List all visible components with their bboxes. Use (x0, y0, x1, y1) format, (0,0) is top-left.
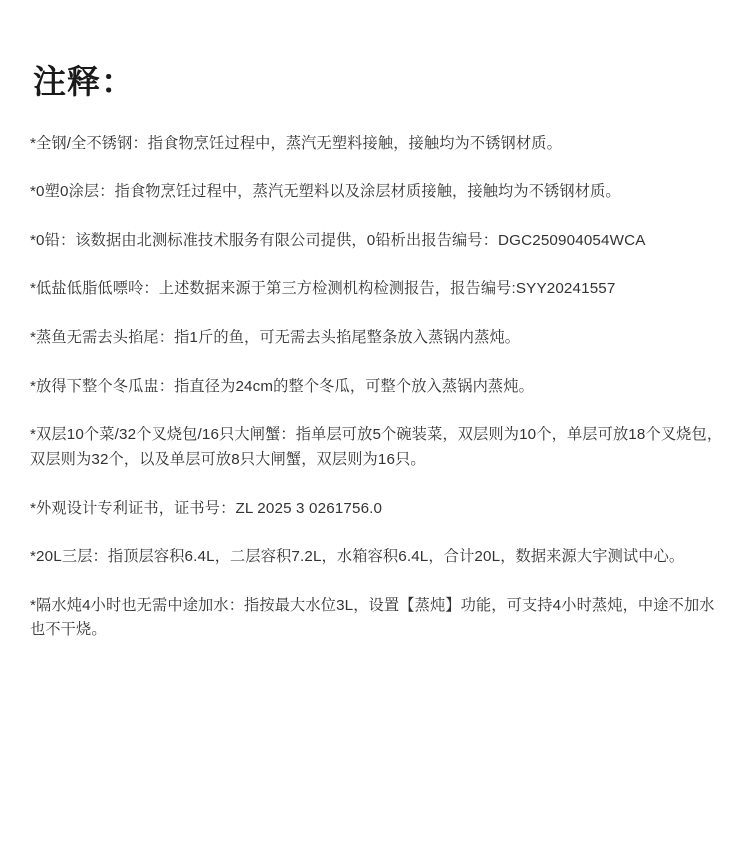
note-item: *0塑0涂层：指食物烹饪过程中，蒸汽无塑料以及涂层材质接触，接触均为不锈钢材质。 (30, 183, 621, 201)
note-item: *双层10个菜/32个叉烧包/16只大闸蟹：指单层可放5个碗装菜，双层则为10个，单层可放18个叉烧包，双层则为32个，以及单层可放8只大闸蟹，双层则为16只。 (30, 426, 723, 468)
note-item: *蒸鱼无需去头掐尾：指1斤的鱼，可无需去头掐尾整条放入蒸锅内蒸炖。 (30, 329, 521, 347)
note-item: *0铅：该数据由北测标准技术服务有限公司提供，0铅析出报告编号：DGC250904054WCA (30, 231, 646, 249)
note-item: *外观设计专利证书，证书号：ZL 2025 3 0261756.0 (30, 499, 383, 517)
note-item: *全钢/全不锈钢：指食物烹饪过程中，蒸汽无塑料接触，接触均为不锈钢材质。 (30, 134, 562, 152)
note-item: *隔水炖4小时也无需中途加水：指按最大水位3L，设置【蒸炖】功能，可支持4小时蒸炖，中途不加水也不干烧。 (30, 596, 715, 639)
note-item: *20L三层：指顶层容积6.4L，二层容积7.2L，水箱容积6.4L，合计20L，数据来源大宇测试中心。 (30, 548, 685, 566)
note-item: *放得下整个冬瓜盅：指直径为24cm的整个冬瓜，可整个放入蒸锅内蒸炖。 (30, 377, 534, 395)
note-item: *低盐低脂低嘌呤：上述数据来源于第三方检测机构检测报告，报告编号:SYY20241557 (30, 280, 616, 298)
notes-list (30, 132, 726, 644)
page-title: 注释： (33, 63, 135, 100)
